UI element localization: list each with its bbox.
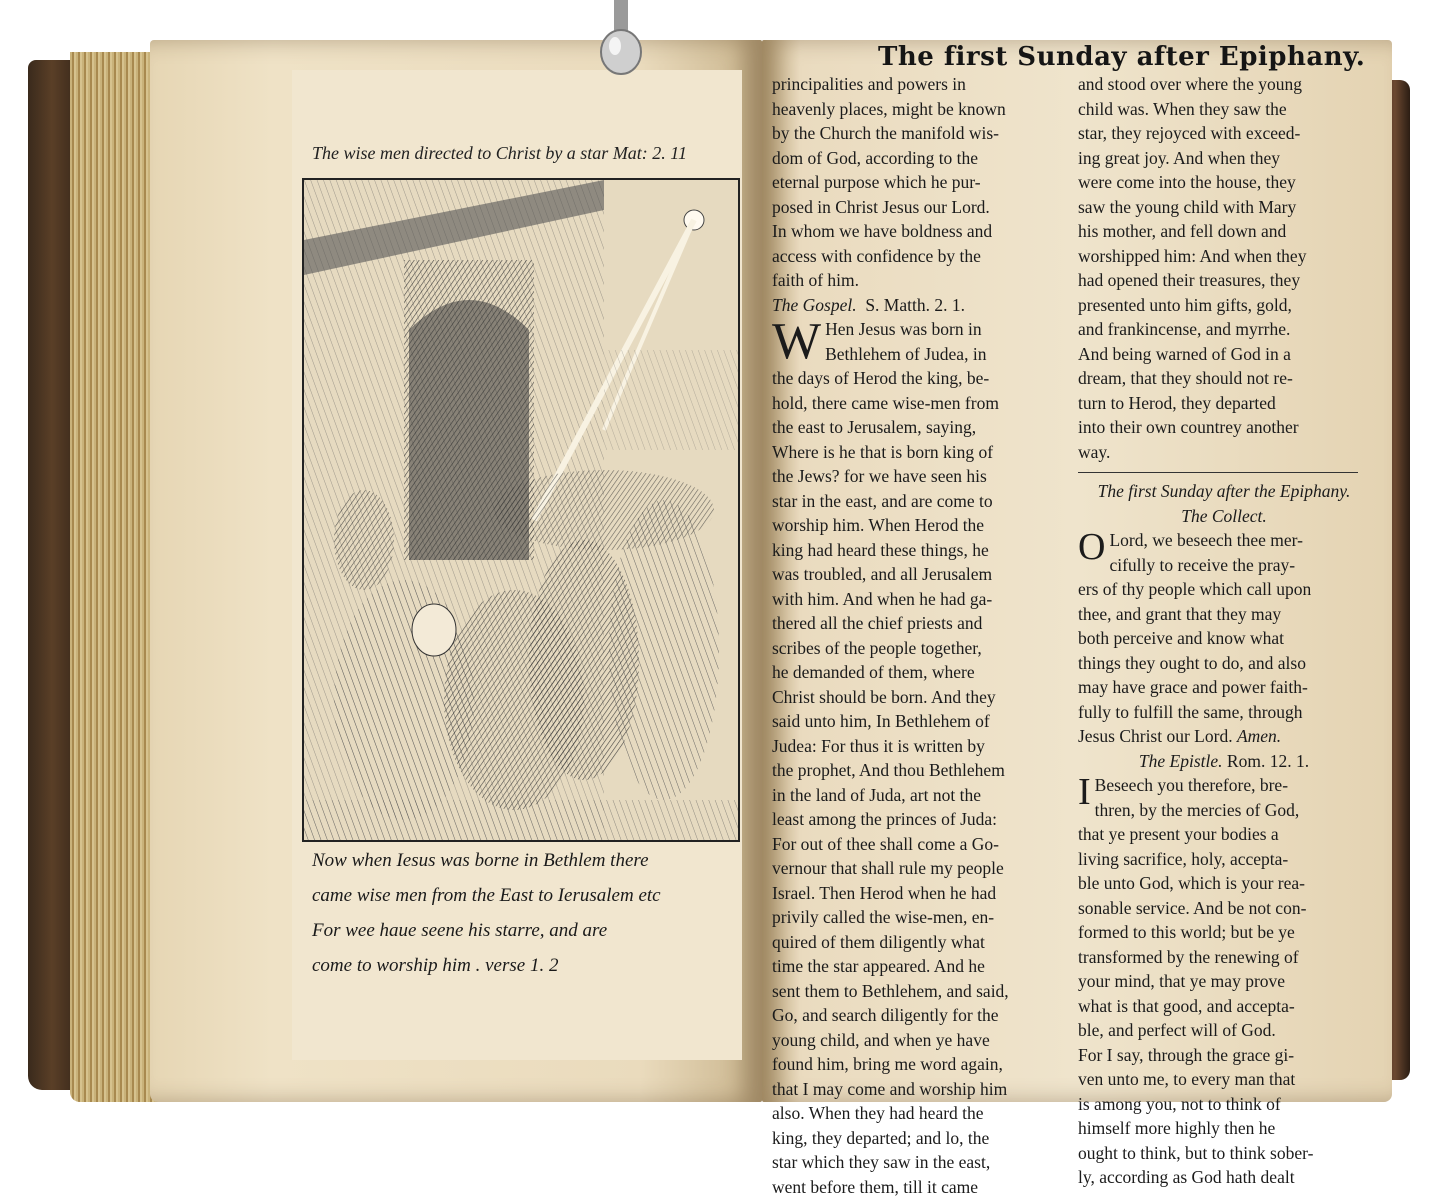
text-line: may have grace and power faith- <box>1078 675 1370 700</box>
text-line: least among the princes of Juda: <box>772 807 1072 832</box>
text-line: and stood over where the young <box>1078 72 1370 97</box>
epistle-reference: Rom. 12. 1. <box>1227 751 1309 771</box>
drop-cap: O <box>1078 530 1105 564</box>
text-line-content: Jesus Christ our Lord. <box>1078 726 1233 746</box>
text-line: For out of thee shall come a Go- <box>772 832 1072 857</box>
section-title: The first Sunday after the Epiphany. <box>1078 479 1370 504</box>
text-line: principalities and powers in <box>772 72 1072 97</box>
text-line: what is that good, and accepta- <box>1078 994 1370 1019</box>
collect-first-lines <box>1078 528 1370 577</box>
text-line: ly, according as God hath dealt <box>1078 1165 1370 1190</box>
text-line: went before them, till it came <box>772 1175 1072 1199</box>
text-line: scribes of the people together, <box>772 636 1072 661</box>
caption-line: came wise men from the East to Ierusalem etc <box>312 878 732 913</box>
epistle-body <box>1078 822 1370 1190</box>
text-line: is among you, not to think of <box>1078 1092 1370 1117</box>
engraving-bottom-caption <box>312 843 732 983</box>
text-column-2 <box>1078 72 1370 1190</box>
drop-cap: I <box>1078 775 1091 809</box>
text-line: Where is he that is born king of <box>772 440 1072 465</box>
text-line: said unto him, In Bethlehem of <box>772 709 1072 734</box>
text-line: into their own countrey another <box>1078 415 1370 440</box>
text-line: sent them to Bethlehem, and said, <box>772 979 1072 1004</box>
text-line: the Jews? for we have seen his <box>772 464 1072 489</box>
left-page-edges <box>70 52 160 1102</box>
text-line: both perceive and know what <box>1078 626 1370 651</box>
gospel-label: The Gospel. <box>772 295 857 315</box>
text-line: fully to fulfill the same, through <box>1078 700 1370 725</box>
collect-body <box>1078 577 1370 749</box>
text-line: had opened their treasures, they <box>1078 268 1370 293</box>
amen: Amen. <box>1237 726 1281 746</box>
text-line: child was. When they saw the <box>1078 97 1370 122</box>
text-line: sonable service. And be not con- <box>1078 896 1370 921</box>
text-line: transformed by the renewing of <box>1078 945 1370 970</box>
text-line: in the land of Juda, art not the <box>772 783 1072 808</box>
text-line: Hen Jesus was born in <box>772 317 1072 342</box>
page-clip <box>594 0 648 76</box>
text-line: Judea: For thus it is written by <box>772 734 1072 759</box>
text-line: vernour that shall rule my people <box>772 856 1072 881</box>
text-line: quired of them diligently what <box>772 930 1072 955</box>
text-line: hold, there came wise-men from <box>772 391 1072 416</box>
running-head: The first Sunday after Epiphany. <box>878 42 1378 72</box>
text-line: heavenly places, might be known <box>772 97 1072 122</box>
text-line: also. When they had heard the <box>772 1101 1072 1126</box>
text-line: ing great joy. And when they <box>1078 146 1370 171</box>
text-line: saw the young child with Mary <box>1078 195 1370 220</box>
text-line: formed to this world; but be ye <box>1078 920 1370 945</box>
text-line: dream, that they should not re- <box>1078 366 1370 391</box>
text-line: ble, and perfect will of God. <box>1078 1018 1370 1043</box>
text-line: the east to Jerusalem, saying, <box>772 415 1072 440</box>
text-line: ers of thy people which call upon <box>1078 577 1370 602</box>
text-line: way. <box>1078 440 1370 465</box>
nativity-engraving <box>302 178 740 842</box>
text-line: thered all the chief priests and <box>772 611 1072 636</box>
caption-line: For wee haue seene his starre, and are <box>312 913 732 948</box>
text-line: thee, and grant that they may <box>1078 602 1370 627</box>
epistle-conclusion <box>772 72 1072 293</box>
epistle-heading <box>1078 749 1370 774</box>
text-line: found him, bring me word again, <box>772 1052 1072 1077</box>
text-line: thren, by the mercies of God, <box>1078 798 1370 823</box>
text-line: Bethlehem of Judea, in <box>772 342 1072 367</box>
gospel-end <box>1078 72 1370 464</box>
text-line: with him. And when he had ga- <box>772 587 1072 612</box>
text-line: living sacrifice, holy, accepta- <box>1078 847 1370 872</box>
gospel-heading <box>772 293 1072 318</box>
text-line: worshipped him: And when they <box>1078 244 1370 269</box>
text-line: faith of him. <box>772 268 1072 293</box>
text-line: ble unto God, which is your rea- <box>1078 871 1370 896</box>
text-line: Christ should be born. And they <box>772 685 1072 710</box>
collect-text <box>1078 528 1370 749</box>
text-line: king had heard these things, he <box>772 538 1072 563</box>
text-line: himself more highly then he <box>1078 1116 1370 1141</box>
text-line: eternal purpose which he pur- <box>772 170 1072 195</box>
text-line: For I say, through the grace gi- <box>1078 1043 1370 1068</box>
text-line: was troubled, and all Jerusalem <box>772 562 1072 587</box>
text-line: his mother, and fell down and <box>1078 219 1370 244</box>
epistle-text <box>1078 773 1370 1190</box>
text-line: posed in Christ Jesus our Lord. <box>772 195 1072 220</box>
text-line: star in the east, and are come to <box>772 489 1072 514</box>
text-line: the days of Herod the king, be- <box>772 366 1072 391</box>
gospel-text <box>772 317 1072 1199</box>
gospel-reference: S. Matth. 2. 1. <box>865 295 965 315</box>
text-line: turn to Herod, they departed <box>1078 391 1370 416</box>
text-line: by the Church the manifold wis- <box>772 121 1072 146</box>
text-line: presented unto him gifts, gold, <box>1078 293 1370 318</box>
epistle-first-lines <box>1078 773 1370 822</box>
text-line: In whom we have boldness and <box>772 219 1072 244</box>
text-line: and frankincense, and myrrhe. <box>1078 317 1370 342</box>
text-line: star which they saw in the east, <box>772 1150 1072 1175</box>
text-line: Beseech you therefore, bre- <box>1078 773 1370 798</box>
epistle-label: The Epistle. <box>1139 751 1223 771</box>
text-line: Go, and search diligently for the <box>772 1003 1072 1028</box>
text-line: And being warned of God in a <box>1078 342 1370 367</box>
text-line: dom of God, according to the <box>772 146 1072 171</box>
caption-line: Now when Iesus was borne in Bethlem there <box>312 843 732 878</box>
gospel-body <box>772 366 1072 1199</box>
text-line: the prophet, And thou Bethlehem <box>772 758 1072 783</box>
text-line: worship him. When Herod the <box>772 513 1072 538</box>
drop-cap: W <box>772 319 821 365</box>
caption-line: come to worship him . verse 1. 2 <box>312 948 732 983</box>
text-line <box>1078 724 1370 749</box>
text-line: Lord, we beseech thee mer- <box>1078 528 1370 553</box>
text-line: access with confidence by the <box>772 244 1072 269</box>
text-line: star, they rejoyced with exceed- <box>1078 121 1370 146</box>
text-line: things they ought to do, and also <box>1078 651 1370 676</box>
text-line: your mind, that ye may prove <box>1078 969 1370 994</box>
text-line: Israel. Then Herod when he had <box>772 881 1072 906</box>
text-line: cifully to receive the pray- <box>1078 553 1370 578</box>
section-rule <box>1078 472 1358 473</box>
text-column-1 <box>772 72 1072 1199</box>
text-line: young child, and when ye have <box>772 1028 1072 1053</box>
engraving-top-caption: The wise men directed to Christ by a star Mat: 2. 11 <box>312 143 732 164</box>
text-line: ven unto me, to every man that <box>1078 1067 1370 1092</box>
text-line: that I may come and worship him <box>772 1077 1072 1102</box>
text-line: that ye present your bodies a <box>1078 822 1370 847</box>
collect-heading: The Collect. <box>1078 504 1370 529</box>
text-line: were come into the house, they <box>1078 170 1370 195</box>
text-line: king, they departed; and lo, the <box>772 1126 1072 1151</box>
text-line: ought to think, but to think sober- <box>1078 1141 1370 1166</box>
text-line: he demanded of them, where <box>772 660 1072 685</box>
text-line: privily called the wise-men, en- <box>772 905 1072 930</box>
text-line: time the star appeared. And he <box>772 954 1072 979</box>
